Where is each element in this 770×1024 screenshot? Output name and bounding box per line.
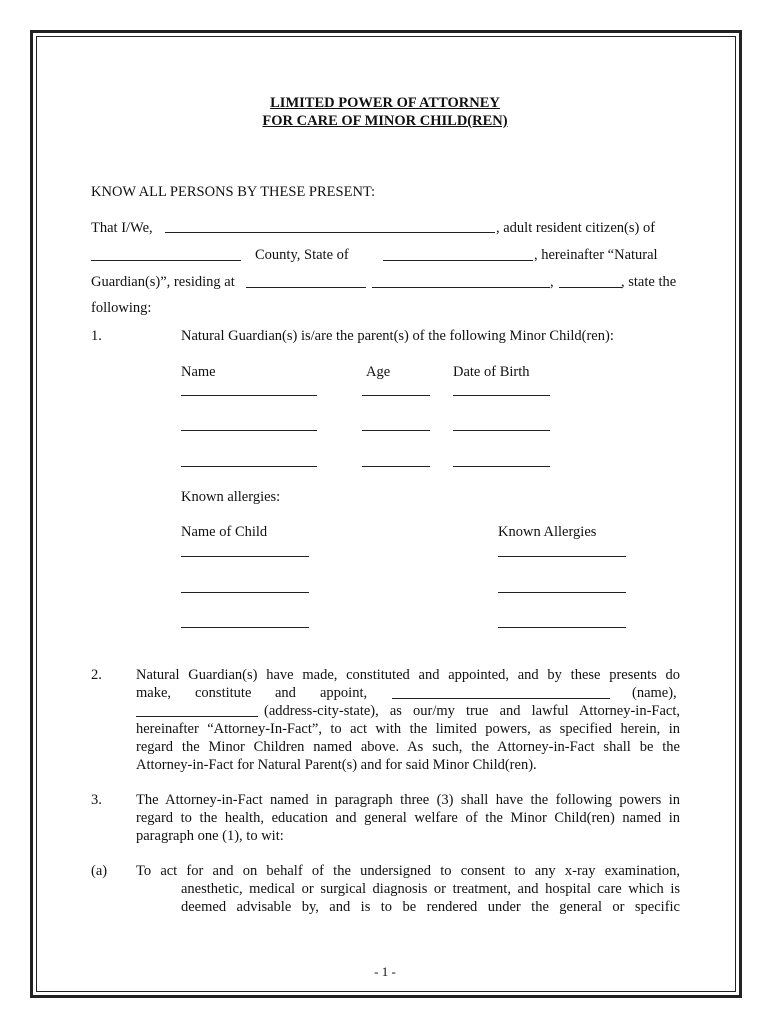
- state-blank[interactable]: [383, 260, 533, 261]
- child-age-blank-2[interactable]: [362, 430, 430, 431]
- child-name-blank-3[interactable]: [181, 466, 317, 467]
- col-name-header: Name: [181, 364, 216, 380]
- allergy-blank-1[interactable]: [498, 556, 626, 557]
- allergy-blank-3[interactable]: [498, 627, 626, 628]
- allergy-child-blank-3[interactable]: [181, 627, 309, 628]
- child-dob-blank-1[interactable]: [453, 395, 550, 396]
- p1-text: Natural Guardian(s) is/are the parent(s) of the following Minor Child(ren):: [181, 328, 614, 344]
- p2-line-4: hereinafter “Attorney-In-Fact”, to act with the limited powers, as specified herein, in: [136, 721, 680, 737]
- intro-that-iwe: That I/We,: [91, 220, 153, 236]
- guardian-name-blank[interactable]: [165, 232, 495, 233]
- p1-number: 1.: [91, 328, 102, 344]
- p3-number: 3.: [91, 792, 102, 808]
- intro-adult-resident: , adult resident citizen(s) of: [496, 220, 656, 236]
- child-dob-blank-3[interactable]: [453, 466, 550, 467]
- col-name-of-child-header: Name of Child: [181, 524, 268, 540]
- residence-blank-2[interactable]: [372, 287, 550, 288]
- col-dob-header: Date of Birth: [453, 364, 530, 380]
- intro-following: following:: [91, 300, 152, 316]
- p2-name-label: (name),: [632, 685, 677, 701]
- title-line-1: LIMITED POWER OF ATTORNEY: [270, 95, 500, 111]
- child-dob-blank-2[interactable]: [453, 430, 550, 431]
- col-age-header: Age: [366, 364, 391, 380]
- p2-constitute: constitute: [195, 685, 252, 701]
- attorney-name-blank[interactable]: [392, 698, 610, 699]
- p2-line-1: Natural Guardian(s) have made, constituted and appointed, and by these presents do: [136, 667, 680, 683]
- pa-line-1: To act for and on behalf of the undersigned to consent to any x-ray examination,: [136, 863, 680, 879]
- p2-line-3: (address-city-state), as our/my true and lawful Attorney-in-Fact,: [264, 703, 680, 719]
- p2-and: and: [275, 685, 296, 701]
- allergy-child-blank-2[interactable]: [181, 592, 309, 593]
- attorney-address-blank[interactable]: [136, 716, 258, 717]
- residence-blank-1[interactable]: [246, 287, 366, 288]
- intro-hereinafter: , hereinafter “Natural: [534, 247, 658, 263]
- col-known-allergies-header: Known Allergies: [498, 524, 597, 540]
- known-allergies-label: Known allergies:: [181, 489, 281, 505]
- residence-blank-3[interactable]: [559, 287, 622, 288]
- p2-number: 2.: [91, 667, 102, 683]
- child-age-blank-3[interactable]: [362, 466, 430, 467]
- p2-appoint: appoint,: [320, 685, 368, 701]
- intro-state-the: , state the: [621, 274, 677, 290]
- pa-label: (a): [91, 863, 108, 879]
- allergy-blank-2[interactable]: [498, 592, 626, 593]
- intro-comma: ,: [550, 274, 554, 290]
- p2-line-5: regard the Minor Children named above. As such, the Attorney-in-Fact shall be the: [136, 739, 680, 755]
- page-number: - 1 -: [374, 964, 396, 979]
- intro-residing-at: Guardian(s)”, residing at: [91, 274, 235, 290]
- p3-line-2: regard to the health, education and general welfare of the Minor Child(ren) named in: [136, 810, 680, 826]
- p2-make: make,: [136, 685, 172, 701]
- child-age-blank-1[interactable]: [362, 395, 430, 396]
- title-line-2: FOR CARE OF MINOR CHILD(REN): [262, 113, 508, 129]
- know-all-heading: KNOW ALL PERSONS BY THESE PRESENT:: [91, 184, 376, 200]
- child-name-blank-1[interactable]: [181, 395, 317, 396]
- p3-line-3: paragraph one (1), to wit:: [136, 828, 284, 844]
- intro-county-state-of: County, State of: [255, 247, 349, 263]
- p2-line-6: Attorney-in-Fact for Natural Parent(s) and for said Minor Child(ren).: [136, 757, 537, 773]
- p3-line-1: The Attorney-in-Fact named in paragraph three (3) shall have the following powers in: [136, 792, 680, 808]
- child-name-blank-2[interactable]: [181, 430, 317, 431]
- county-blank[interactable]: [91, 260, 241, 261]
- pa-line-2: anesthetic, medical or surgical diagnosis or treatment, and hospital care which is: [181, 881, 680, 897]
- pa-line-3: deemed advisable by, and is to be rendered under the general or specific: [181, 899, 680, 915]
- allergy-child-blank-1[interactable]: [181, 556, 309, 557]
